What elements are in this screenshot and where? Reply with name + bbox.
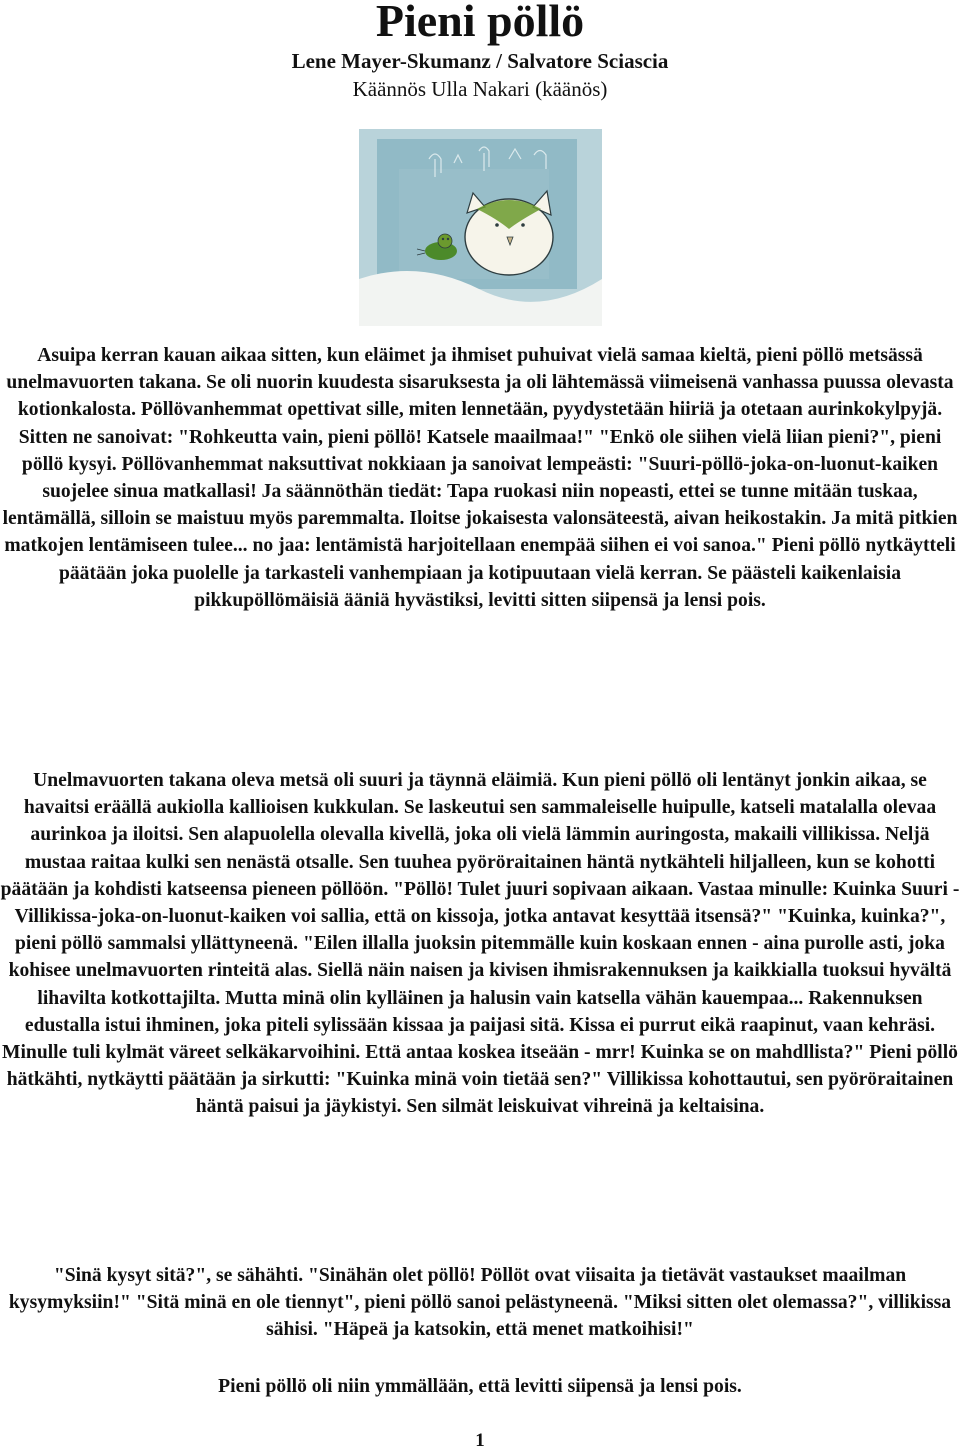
owl-eye-left — [495, 223, 499, 227]
document-authors: Lene Mayer-Skumanz / Salvatore Sciascia — [291, 49, 669, 73]
document-translator: Käännös Ulla Nakari (käänös) — [352, 77, 608, 101]
owl-illustration — [359, 129, 602, 326]
document-title: Pieni pöllö — [375, 0, 585, 46]
story-paragraph: Unelmavuorten takana oleva metsä oli suuri ja täynnä eläimiä. Kun pieni pöllö oli lentänyt jonkin aikaa, se havaitsi eräällä aukiolla kallioisen kukkulan. Se laskeutui sen sammaleiselle huipulle, katseli matalalla olevaa aurinkoa ja iloitsi. Sen alapuolella olevalla kivellä, joka oli vielä lämmin auringosta, makaili villikissa. Neljä mustaa raitaa kulki sen nenästä otsalle. Sen tuuhea pyöröraitainen häntä nytkähteli hiljalleen, kun se kohotti päätään ja kohdisti katseensa pieneen pöllöön. "Pöllö! Tulet juuri sopivaan aikaan. Vastaa minulle: Kuinka Suuri - Villikissa-joka-on-luonut-kaiken voi sallia, että on kissoja, jotka antavat kesyttää itsensä?" "Kuinka, kuinka?", pieni pöllö sammalsi yllättyneenä. "Eilen illalla juoksin pitemmälle kuin koskaan ennen - aina purolle asti, joka kohisee unelmavuorten rinteitä alas. Siellä näin naisen ja kivisen ihmisrakennuksen ja kaikkialla tuoksui hyvältä lihavilta kotkottajilta. Mutta minä olin kylläinen ja halusin vain katsella vähän kauempaa... Rakennuksen edustalla istui ihminen, joka piteli sylissään kissaa ja paijasi sitä. Kissa ei purrut eikä raapinut, vaan kehräsi. Minulle tuli kylmät väreet selkäkarvoihini. Että antaa koskea itseään - mrr! Kuinka se on mahdllista?" Pieni pöllö hätkähti, nytkäytti päätään ja sirkutti: "Kuinka minä voin tietää sen?" Villikissa kohottautui, sen pyöröraitainen häntä paisui ja jäykistyi. Sen silmät leiskuivat vihreinä ja keltaisina. — [0, 770, 960, 1118]
page-number: 1 — [475, 1430, 485, 1451]
story-paragraph: Asuipa kerran kauan aikaa sitten, kun eläimet ja ihmiset puhuivat vielä samaa kieltä, pieni pöllö metsässä unelmavuorten takana. Se oli nuorin kuudesta sisaruksesta ja oli lähtemässä viimeisenä vanhassa puussa olevasta kotionkalosta. Pöllövanhemmat opettivat sille, miten lennetään, pyydystetään hiiriä ja otetaan aurinkokylpyjä. Sitten ne sanoivat: "Rohkeutta vain, pieni pöllö! Katsele maailmaa!" "Enkö ole siihen vielä liian pieni?", pieni pöllö kysyi. Pöllövanhemmat naksuttivat nokkiaan ja sanoivat lempeästi: "Suuri-pöllö-joka-on-luonut-kaiken suojelee sinua matkallasi! Ja säännöthän tiedät: Tapa ruokasi niin nopeasti, ettei se tunne mitään tuskaa, lentämällä, silloin se maistuu myös paremmalta. Iloitse jokaisesta valonsäteestä, aivan heikostakin. Ja mitä pitkien matkojen lentämiseen tulee... no jaa: lentämistä harjoitellaan enempää siihen ei voi sanoa." Pieni pöllö nytkäytteli päätään joka puolelle ja tarkasteli vanhempiaan ja kotipuutaan vielä kerran. Se päästeli kaikenlaisia pikkupöllömäisiä ääniä hyvästiksi, levitti sitten siipensä ja lensi pois. — [2, 345, 958, 611]
owl-eye-right — [521, 223, 525, 227]
owl-illustration-drawing — [359, 129, 602, 326]
story-paragraph: "Sinä kysyt sitä?", se sähähti. "Sinähän olet pöllö! Pöllöt ovat viisaita ja tietävät vastaukset maailman kysymyksiin!" "Sitä minä en ole tiennyt", pieni pöllö sanoi pelästyneenä. "Miksi sitten olet olemassa?", villikissa sähisi. "Häpeä ja katsokin, että menet matkoihisi!" — [8, 1265, 952, 1341]
story-paragraph: Pieni pöllö oli niin ymmällään, että levitti siipensä ja lensi pois. — [218, 1376, 742, 1397]
